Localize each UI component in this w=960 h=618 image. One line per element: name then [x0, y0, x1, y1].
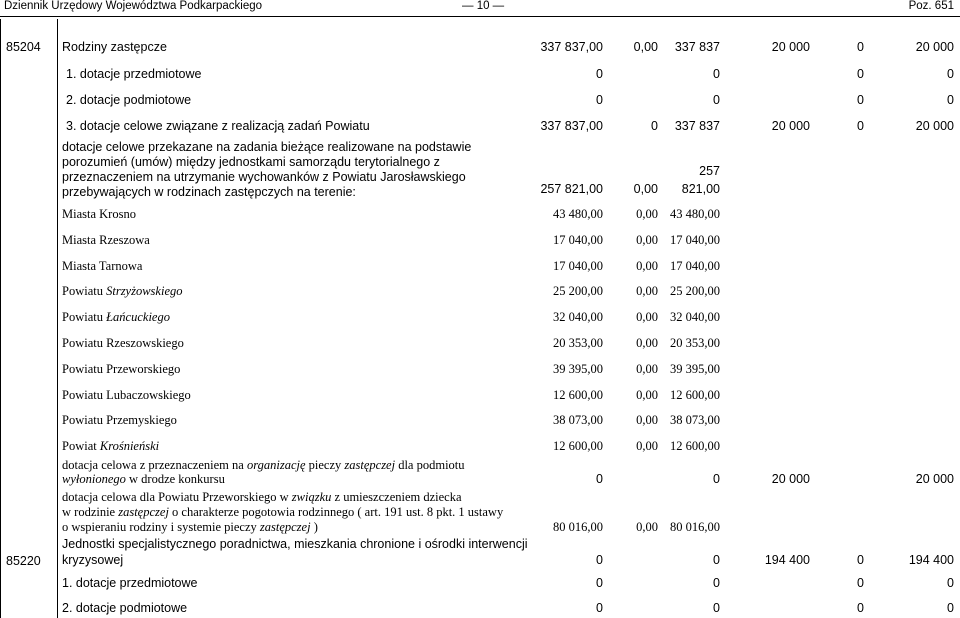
row-desc-line1: Jednostki specjalistycznego poradnictwa, mieszkania chronione i ośrodki interwencji [62, 537, 528, 551]
cell-value: 39 395,00 [553, 362, 603, 376]
cell-value: 38 073,00 [670, 413, 720, 427]
cell-value: 17 040,00 [553, 259, 603, 273]
cell-value: 0,00 [633, 40, 658, 54]
row-desc: 2. dotacje podmiotowe [62, 601, 188, 615]
cell-value: 337 837 [674, 119, 720, 133]
cell-value: 0,00 [636, 439, 658, 453]
cell-value: 20 000 [915, 119, 954, 133]
cell-value: 821,00 [681, 182, 720, 196]
row-desc-line2: kryzysowej [62, 553, 124, 567]
row-desc: Powiatu Łańcuckiego [62, 310, 170, 324]
cell-value: 0,00 [636, 362, 658, 376]
cell-value: 20 000 [915, 40, 954, 54]
table-divider [57, 19, 58, 618]
cell-value: 0,00 [636, 520, 658, 534]
cell-value: 12 600,00 [553, 388, 603, 402]
cell-value: 0 [947, 93, 954, 107]
cell-value: 17 040,00 [670, 233, 720, 247]
cell-value: 0 [857, 40, 864, 54]
row-desc: 1. dotacje przedmiotowe [62, 576, 198, 590]
cell-value: 0 [596, 93, 603, 107]
row-desc-line2: w rodzinie zastępczej o charakterze pogotowia rodzinnego ( art. 191 ust. 8 pkt. 1 ustawy [62, 505, 504, 519]
row-desc: Miasta Tarnowa [62, 259, 143, 273]
journal-title: Dziennik Urzędowy Województwa Podkarpackiego [4, 0, 263, 12]
cell-value: 0,00 [636, 284, 658, 298]
cell-value: 0 [857, 67, 864, 81]
cell-value: 0 [947, 576, 954, 590]
cell-value: 39 395,00 [670, 362, 720, 376]
row-desc: 3. dotacje celowe związane z realizacją zadań Powiatu [66, 119, 370, 133]
cell-value: 257 821,00 [540, 182, 603, 196]
cell-value: 0,00 [636, 259, 658, 273]
cell-value: 0 [713, 601, 720, 615]
cell-value: 20 353,00 [553, 336, 603, 350]
cell-value: 17 040,00 [670, 259, 720, 273]
cell-value: 17 040,00 [553, 233, 603, 247]
cell-value: 0 [713, 67, 720, 81]
cell-value: 43 480,00 [670, 207, 720, 221]
cell-value: 337 837,00 [540, 119, 603, 133]
cell-value: 0 [713, 553, 720, 567]
row-desc-line2: wyłonionego w drodze konkursu [62, 472, 225, 486]
row-desc: 1. dotacje przedmiotowe [66, 67, 202, 81]
cell-value: 0 [713, 93, 720, 107]
cell-value: 0 [596, 472, 603, 486]
cell-value: 194 400 [908, 553, 954, 567]
row-desc: dotacje celowe przekazane na zadania bieżące realizowane na podstawie porozumień (umów) między jednostkami samorządu terytorialnego z przeznaczeniem na utrzymanie wychowanków z Powiatu Jarosławskiego przebywających w rodzinach zastępczych na terenie: [62, 140, 472, 199]
cell-value: 0 [857, 553, 864, 567]
cell-value: 0 [596, 576, 603, 590]
cell-value: 0,00 [636, 388, 658, 402]
cell-value: 43 480,00 [553, 207, 603, 221]
section-code: 85220 [6, 554, 41, 568]
cell-value: 20 000 [771, 119, 810, 133]
cell-value: 20 000 [915, 472, 954, 486]
row-desc-line3: o wspieraniu rodziny i systemie pieczy zastępczej ) [62, 520, 318, 534]
cell-value: 12 600,00 [670, 439, 720, 453]
cell-value: 0 [857, 119, 864, 133]
cell-value: 12 600,00 [553, 439, 603, 453]
cell-value: 0,00 [636, 336, 658, 350]
row-desc: Powiatu Rzeszowskiego [62, 336, 184, 350]
cell-value: 0 [857, 93, 864, 107]
cell-value: 12 600,00 [670, 388, 720, 402]
row-desc: Miasta Krosno [62, 207, 136, 221]
cell-value: 20 000 [771, 472, 810, 486]
section-code: 85204 [6, 40, 41, 54]
row-desc: Powiatu Lubaczowskiego [62, 388, 191, 402]
row-desc: Powiat Krośnieński [62, 439, 160, 453]
page-header [0, 0, 960, 17]
cell-value: 0 [651, 119, 658, 133]
row-desc: Rodziny zastępcze [62, 40, 167, 54]
row-desc-line1: dotacja celowa z przeznaczeniem na organizację pieczy zastępczej dla podmiotu [62, 458, 465, 472]
row-desc: Powiatu Przemyskiego [62, 413, 177, 427]
cell-value: 337 837,00 [540, 40, 603, 54]
cell-value: 0,00 [636, 310, 658, 324]
table-border-left [0, 19, 1, 618]
cell-value: 20 353,00 [670, 336, 720, 350]
row-desc: 2. dotacje podmiotowe [66, 93, 192, 107]
row-desc: Powiatu Przeworskiego [62, 362, 181, 376]
cell-value: 25 200,00 [553, 284, 603, 298]
cell-value: 0,00 [636, 233, 658, 247]
cell-value: 25 200,00 [670, 284, 720, 298]
cell-value: 0,00 [633, 182, 658, 196]
cell-value: 32 040,00 [670, 310, 720, 324]
cell-value: 0,00 [636, 413, 658, 427]
cell-value: 0 [857, 601, 864, 615]
row-desc: Powiatu Strzyżowskiego [62, 284, 183, 298]
cell-value: 0 [947, 67, 954, 81]
cell-value: 80 016,00 [553, 520, 603, 534]
cell-value: 0 [857, 576, 864, 590]
row-desc-line1: dotacja celowa dla Powiatu Przeworskiego w związku z umieszczeniem dziecka [62, 490, 462, 504]
cell-value: 0 [713, 576, 720, 590]
page-number: — 10 — [462, 0, 505, 12]
cell-value: 0 [596, 67, 603, 81]
cell-value: 80 016,00 [670, 520, 720, 534]
cell-value: 194 400 [764, 553, 810, 567]
cell-value: 0,00 [636, 207, 658, 221]
row-desc: Miasta Rzeszowa [62, 233, 150, 247]
position-number: Poz. 651 [908, 0, 954, 12]
cell-value: 0 [713, 472, 720, 486]
cell-value: 20 000 [771, 40, 810, 54]
cell-value: 0 [596, 601, 603, 615]
cell-value: 337 837 [674, 40, 720, 54]
cell-value: 38 073,00 [553, 413, 603, 427]
cell-value: 257 [699, 164, 720, 178]
cell-value: 0 [947, 601, 954, 615]
cell-value: 32 040,00 [553, 310, 603, 324]
cell-value: 0 [596, 553, 603, 567]
